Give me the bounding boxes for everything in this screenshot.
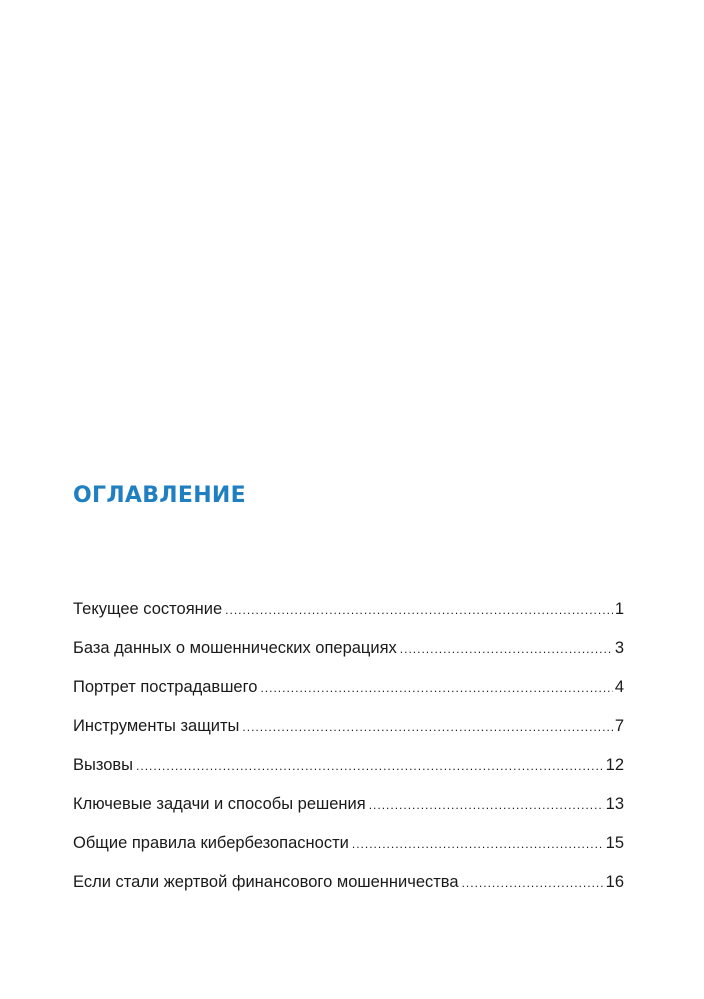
toc-dot-leader	[352, 833, 604, 855]
toc-entry-current-state[interactable]	[73, 598, 624, 620]
toc-entry-fraud-database[interactable]	[73, 637, 624, 659]
toc-page-number: 16	[605, 873, 624, 891]
toc-entry-protection-tools[interactable]	[73, 715, 624, 737]
toc-entry-label: Портрет пострадавшего	[73, 678, 258, 696]
toc-entry-label: Инструменты защиты	[73, 717, 240, 735]
toc-entry-key-tasks[interactable]	[73, 793, 624, 815]
toc-entry-label: База данных о мошеннических операциях	[73, 639, 397, 657]
toc-page-number: 7	[614, 717, 624, 735]
toc-page-number: 3	[614, 639, 624, 657]
toc-page-number: 13	[605, 795, 624, 813]
toc-dot-leader	[260, 677, 612, 699]
toc-entry-label: Ключевые задачи и способы решения	[73, 795, 366, 813]
toc-entry-label: Текущее состояние	[73, 600, 223, 618]
toc-page-number: 1	[614, 600, 624, 618]
toc-dot-leader	[369, 794, 604, 816]
toc-entry-cybersecurity-rules[interactable]	[73, 832, 624, 854]
toc-entry-fraud-victim[interactable]	[73, 871, 624, 893]
toc-page-number: 12	[605, 756, 624, 774]
toc-entry-challenges[interactable]	[73, 754, 624, 776]
toc-entry-victim-portrait[interactable]	[73, 676, 624, 698]
toc-dot-leader	[225, 599, 613, 621]
toc-entry-label: Вызовы	[73, 756, 134, 774]
toc-dot-leader	[462, 872, 604, 894]
toc-dot-leader	[242, 716, 612, 738]
toc-dot-leader	[136, 755, 604, 777]
toc-list	[73, 598, 624, 910]
toc-entry-label: Если стали жертвой финансового мошенничества	[73, 873, 459, 891]
toc-title: ОГЛАВЛЕНИЕ	[73, 483, 246, 508]
toc-page-number: 15	[605, 834, 624, 852]
toc-dot-leader	[400, 638, 613, 660]
toc-page-number: 4	[614, 678, 624, 696]
toc-entry-label: Общие правила кибербезопасности	[73, 834, 349, 852]
